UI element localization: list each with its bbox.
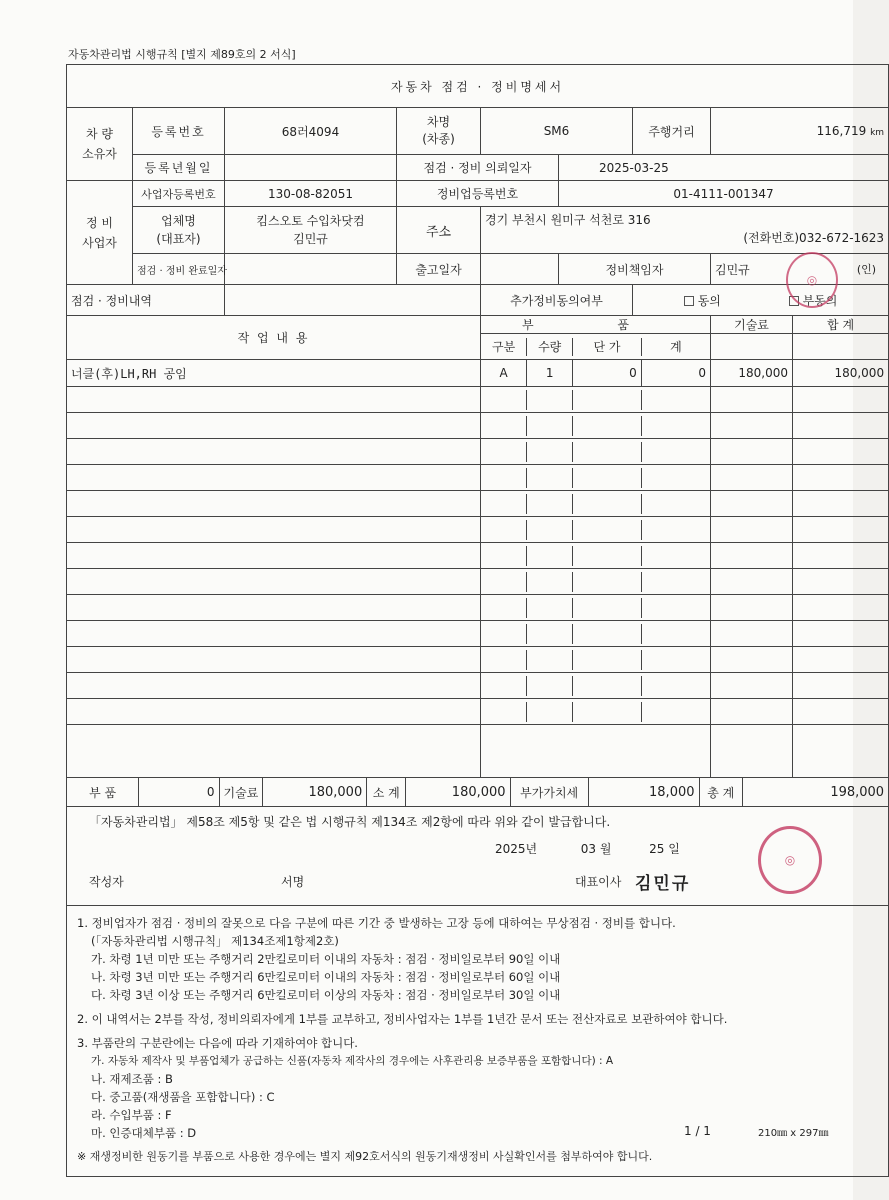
note-3-d: 라. 수입부품 : F bbox=[91, 1108, 172, 1122]
agree-checkbox[interactable] bbox=[684, 296, 694, 306]
consent-options bbox=[633, 285, 889, 316]
issue-statement: 「자동차관리법」 제58조 제5항 및 같은 법 시행규칙 제134조 제2항에 따라 위와 같이 발급합니다. bbox=[89, 815, 611, 829]
sub-header-qty: 수량 bbox=[527, 338, 573, 356]
totals-row bbox=[67, 778, 889, 807]
form-title: 자동차 점검 · 정비명세서 bbox=[67, 65, 889, 108]
parts-subheader bbox=[481, 334, 711, 360]
labor-value: 180,000 bbox=[711, 360, 793, 387]
shop-seal-stamp bbox=[786, 252, 838, 308]
biz-number-label: 사업자등록번호 bbox=[133, 181, 225, 207]
empty-row bbox=[67, 621, 889, 647]
note-1-c: 다. 차령 3년 이상 또는 주행거리 6만킬로미터 이상의 자동차 : 점검 · 정비일로부터 30일 이내 bbox=[91, 988, 561, 1002]
car-name-label-line2: (차종) bbox=[422, 132, 455, 146]
empty-row bbox=[67, 491, 889, 517]
note-3-a: 가. 자동차 제작사 및 부품업체가 공급하는 신품(자동차 제작사의 경우에는 사후관리용 보증부품을 포함합니다) : A bbox=[91, 1055, 614, 1067]
seal-stamp-icon: ◎ bbox=[806, 273, 818, 287]
writer-label: 작성자 bbox=[89, 875, 124, 889]
totals-table bbox=[67, 778, 888, 806]
sign-label: 서명 bbox=[281, 875, 305, 889]
mileage-unit: km bbox=[870, 128, 885, 138]
reg-number-label: 등록번호 bbox=[133, 108, 225, 155]
address-label: 주소 bbox=[397, 207, 481, 254]
company-cell bbox=[225, 207, 397, 254]
shop-label-line2: 사업자 bbox=[82, 235, 117, 250]
address-cell bbox=[481, 207, 889, 254]
owner-label-line1: 차 량 bbox=[86, 127, 113, 141]
note-1-ref: (「자동차관리법 시행규칙」 제134조제1항제2호) bbox=[91, 934, 339, 948]
note-3-c: 다. 중고품(재생품을 포함합니다) : C bbox=[91, 1090, 275, 1104]
sub-header-type: 구분 bbox=[481, 338, 527, 356]
note-star: ※ 재생정비한 원동기를 부품으로 사용한 경우에는 별지 제92호서식의 원동기재생정비 사실확인서를 첨부하여야 합니다. bbox=[77, 1150, 653, 1163]
company-name: 킴스오토 수입차닷컴 bbox=[256, 214, 365, 228]
completion-date-label: 점검 · 정비 완료일자 bbox=[133, 254, 225, 285]
inspection-form bbox=[66, 64, 889, 1177]
shop-address: 경기 부천시 원미구 석천로 316 bbox=[485, 213, 651, 227]
mileage-label: 주행거리 bbox=[633, 108, 711, 155]
sub-header-subtotal: 계 bbox=[670, 340, 682, 354]
inspection-detail-label: 점검 · 정비내역 bbox=[67, 285, 225, 316]
part-type: A bbox=[481, 360, 527, 386]
note-3: 3. 부품란의 구분란에는 다음에 따라 기재하여야 합니다. bbox=[77, 1036, 358, 1050]
totals-labor: 180,000 bbox=[262, 778, 366, 806]
total-header: 합 계 bbox=[793, 316, 889, 334]
parts-header: 부 품 bbox=[481, 316, 711, 334]
completion-date bbox=[225, 254, 397, 285]
sub-header-unit-price: 단 가 bbox=[573, 338, 642, 356]
shop-phone: (전화번호)032-672-1623 bbox=[743, 231, 885, 245]
note-1-b: 나. 차령 3년 미만 또는 주행거리 6만킬로미터 이내의 자동차 : 점검 · 정비일로부터 60일 이내 bbox=[91, 970, 561, 984]
totals-grand: 198,000 bbox=[830, 784, 885, 800]
totals-vat: 18,000 bbox=[588, 778, 699, 806]
labor-header: 기술료 bbox=[711, 316, 793, 334]
inspection-detail bbox=[225, 285, 481, 316]
request-date-label: 점검 · 정비 의뢰일자 bbox=[397, 155, 559, 181]
biz-number: 130-08-82051 bbox=[225, 181, 397, 207]
seal-mark: (인) bbox=[856, 262, 877, 276]
part-unit-price: 0 bbox=[573, 360, 642, 386]
request-date: 2025-03-25 bbox=[559, 155, 889, 181]
totals-parts-label: 부 품 bbox=[67, 778, 139, 806]
empty-row bbox=[67, 595, 889, 621]
empty-row bbox=[67, 543, 889, 569]
work-header: 작 업 내 용 bbox=[67, 316, 481, 360]
work-item: 너클(후)LH,RH 공임 bbox=[67, 360, 481, 387]
parts-row-table bbox=[481, 360, 710, 386]
release-date bbox=[481, 254, 559, 285]
totals-subtotal-label: 소 계 bbox=[367, 778, 406, 806]
part-subtotal: 0 bbox=[698, 366, 706, 380]
labor-subheader bbox=[711, 334, 793, 360]
shop-reg-label: 정비업등록번호 bbox=[397, 181, 559, 207]
empty-row bbox=[67, 725, 889, 778]
mileage-cell bbox=[711, 108, 889, 155]
total-subheader bbox=[793, 334, 889, 360]
parts-subheader-table bbox=[481, 338, 710, 356]
totals-labor-label: 기술료 bbox=[219, 778, 262, 806]
release-date-label: 출고일자 bbox=[397, 254, 481, 285]
reg-date bbox=[225, 155, 397, 181]
empty-row bbox=[67, 517, 889, 543]
issue-year: 2025년 bbox=[495, 842, 538, 856]
part-qty: 1 bbox=[527, 360, 573, 386]
totals-vat-label: 부가가치세 bbox=[510, 778, 588, 806]
note-1-a: 가. 차령 1년 미만 또는 주행거리 2만킬로미터 이내의 자동차 : 점검 · 정비일로부터 90일 이내 bbox=[91, 952, 561, 966]
car-name: SM6 bbox=[481, 108, 633, 155]
note-2: 2. 이 내역서는 2부를 작성, 정비의뢰자에게 1부를 교부하고, 정비사업자는 1부를 1년간 문서 또는 전산자료로 보관하여야 합니다. bbox=[77, 1012, 728, 1026]
company-stamp-icon: ◎ bbox=[784, 853, 796, 867]
form-reference: 자동차관리법 시행규칙 [별지 제89호의 2 서식] bbox=[68, 48, 296, 61]
totals-subtotal: 180,000 bbox=[406, 778, 510, 806]
empty-row bbox=[67, 699, 889, 725]
mileage-value: 116,719 bbox=[816, 124, 867, 138]
empty-row bbox=[67, 647, 889, 673]
company-seal-stamp bbox=[758, 826, 822, 894]
parts-cell bbox=[481, 360, 711, 387]
empty-row bbox=[67, 673, 889, 699]
issue-day: 25 일 bbox=[649, 842, 680, 856]
page-number: 1 / 1 bbox=[684, 1124, 711, 1138]
totals-parts: 0 bbox=[139, 778, 219, 806]
ceo-signature: 김민규 bbox=[635, 874, 691, 894]
note-1: 1. 정비업자가 점검 · 정비의 잘못으로 다음 구분에 따른 기간 중 발생하는 고장 등에 대하여는 무상점검 · 정비를 합니다. bbox=[77, 916, 676, 930]
totals-grand-label: 총 계 bbox=[699, 778, 742, 806]
row-total: 180,000 bbox=[793, 360, 889, 387]
company-label-line2: (대표자) bbox=[156, 232, 201, 246]
company-label bbox=[133, 207, 225, 254]
empty-row bbox=[67, 439, 889, 465]
shop-section-label bbox=[67, 181, 133, 285]
note-3-b: 나. 재제조품 : B bbox=[91, 1072, 173, 1086]
manager-label: 정비책임자 bbox=[559, 254, 711, 285]
issue-month: 03 월 bbox=[580, 842, 612, 856]
car-name-label-line1: 차명 bbox=[426, 115, 451, 129]
empty-row bbox=[67, 465, 889, 491]
reg-number: 68러4094 bbox=[225, 108, 397, 155]
company-label-line1: 업체명 bbox=[161, 214, 196, 228]
shop-label-line1: 정 비 bbox=[86, 215, 113, 230]
empty-row bbox=[67, 569, 889, 595]
reg-date-label: 등록년월일 bbox=[133, 155, 225, 181]
car-name-label bbox=[397, 108, 481, 155]
representative-name: 김민규 bbox=[293, 232, 328, 246]
disagree-label: 부동의 bbox=[802, 293, 838, 308]
empty-row bbox=[67, 387, 889, 413]
owner-section-label bbox=[67, 108, 133, 181]
manager-name: 김민규 bbox=[715, 262, 750, 277]
ceo-label: 대표이사 bbox=[575, 875, 622, 889]
note-3-e: 마. 인증대체부품 : D bbox=[91, 1126, 197, 1140]
paper-size: 210㎜ x 297㎜ bbox=[758, 1128, 829, 1139]
owner-label-line2: 소유자 bbox=[82, 147, 117, 161]
empty-row bbox=[67, 413, 889, 439]
agree-label: 동의 bbox=[697, 293, 721, 308]
consent-label: 추가정비동의여부 bbox=[481, 285, 633, 316]
shop-reg-number: 01-4111-001347 bbox=[559, 181, 889, 207]
